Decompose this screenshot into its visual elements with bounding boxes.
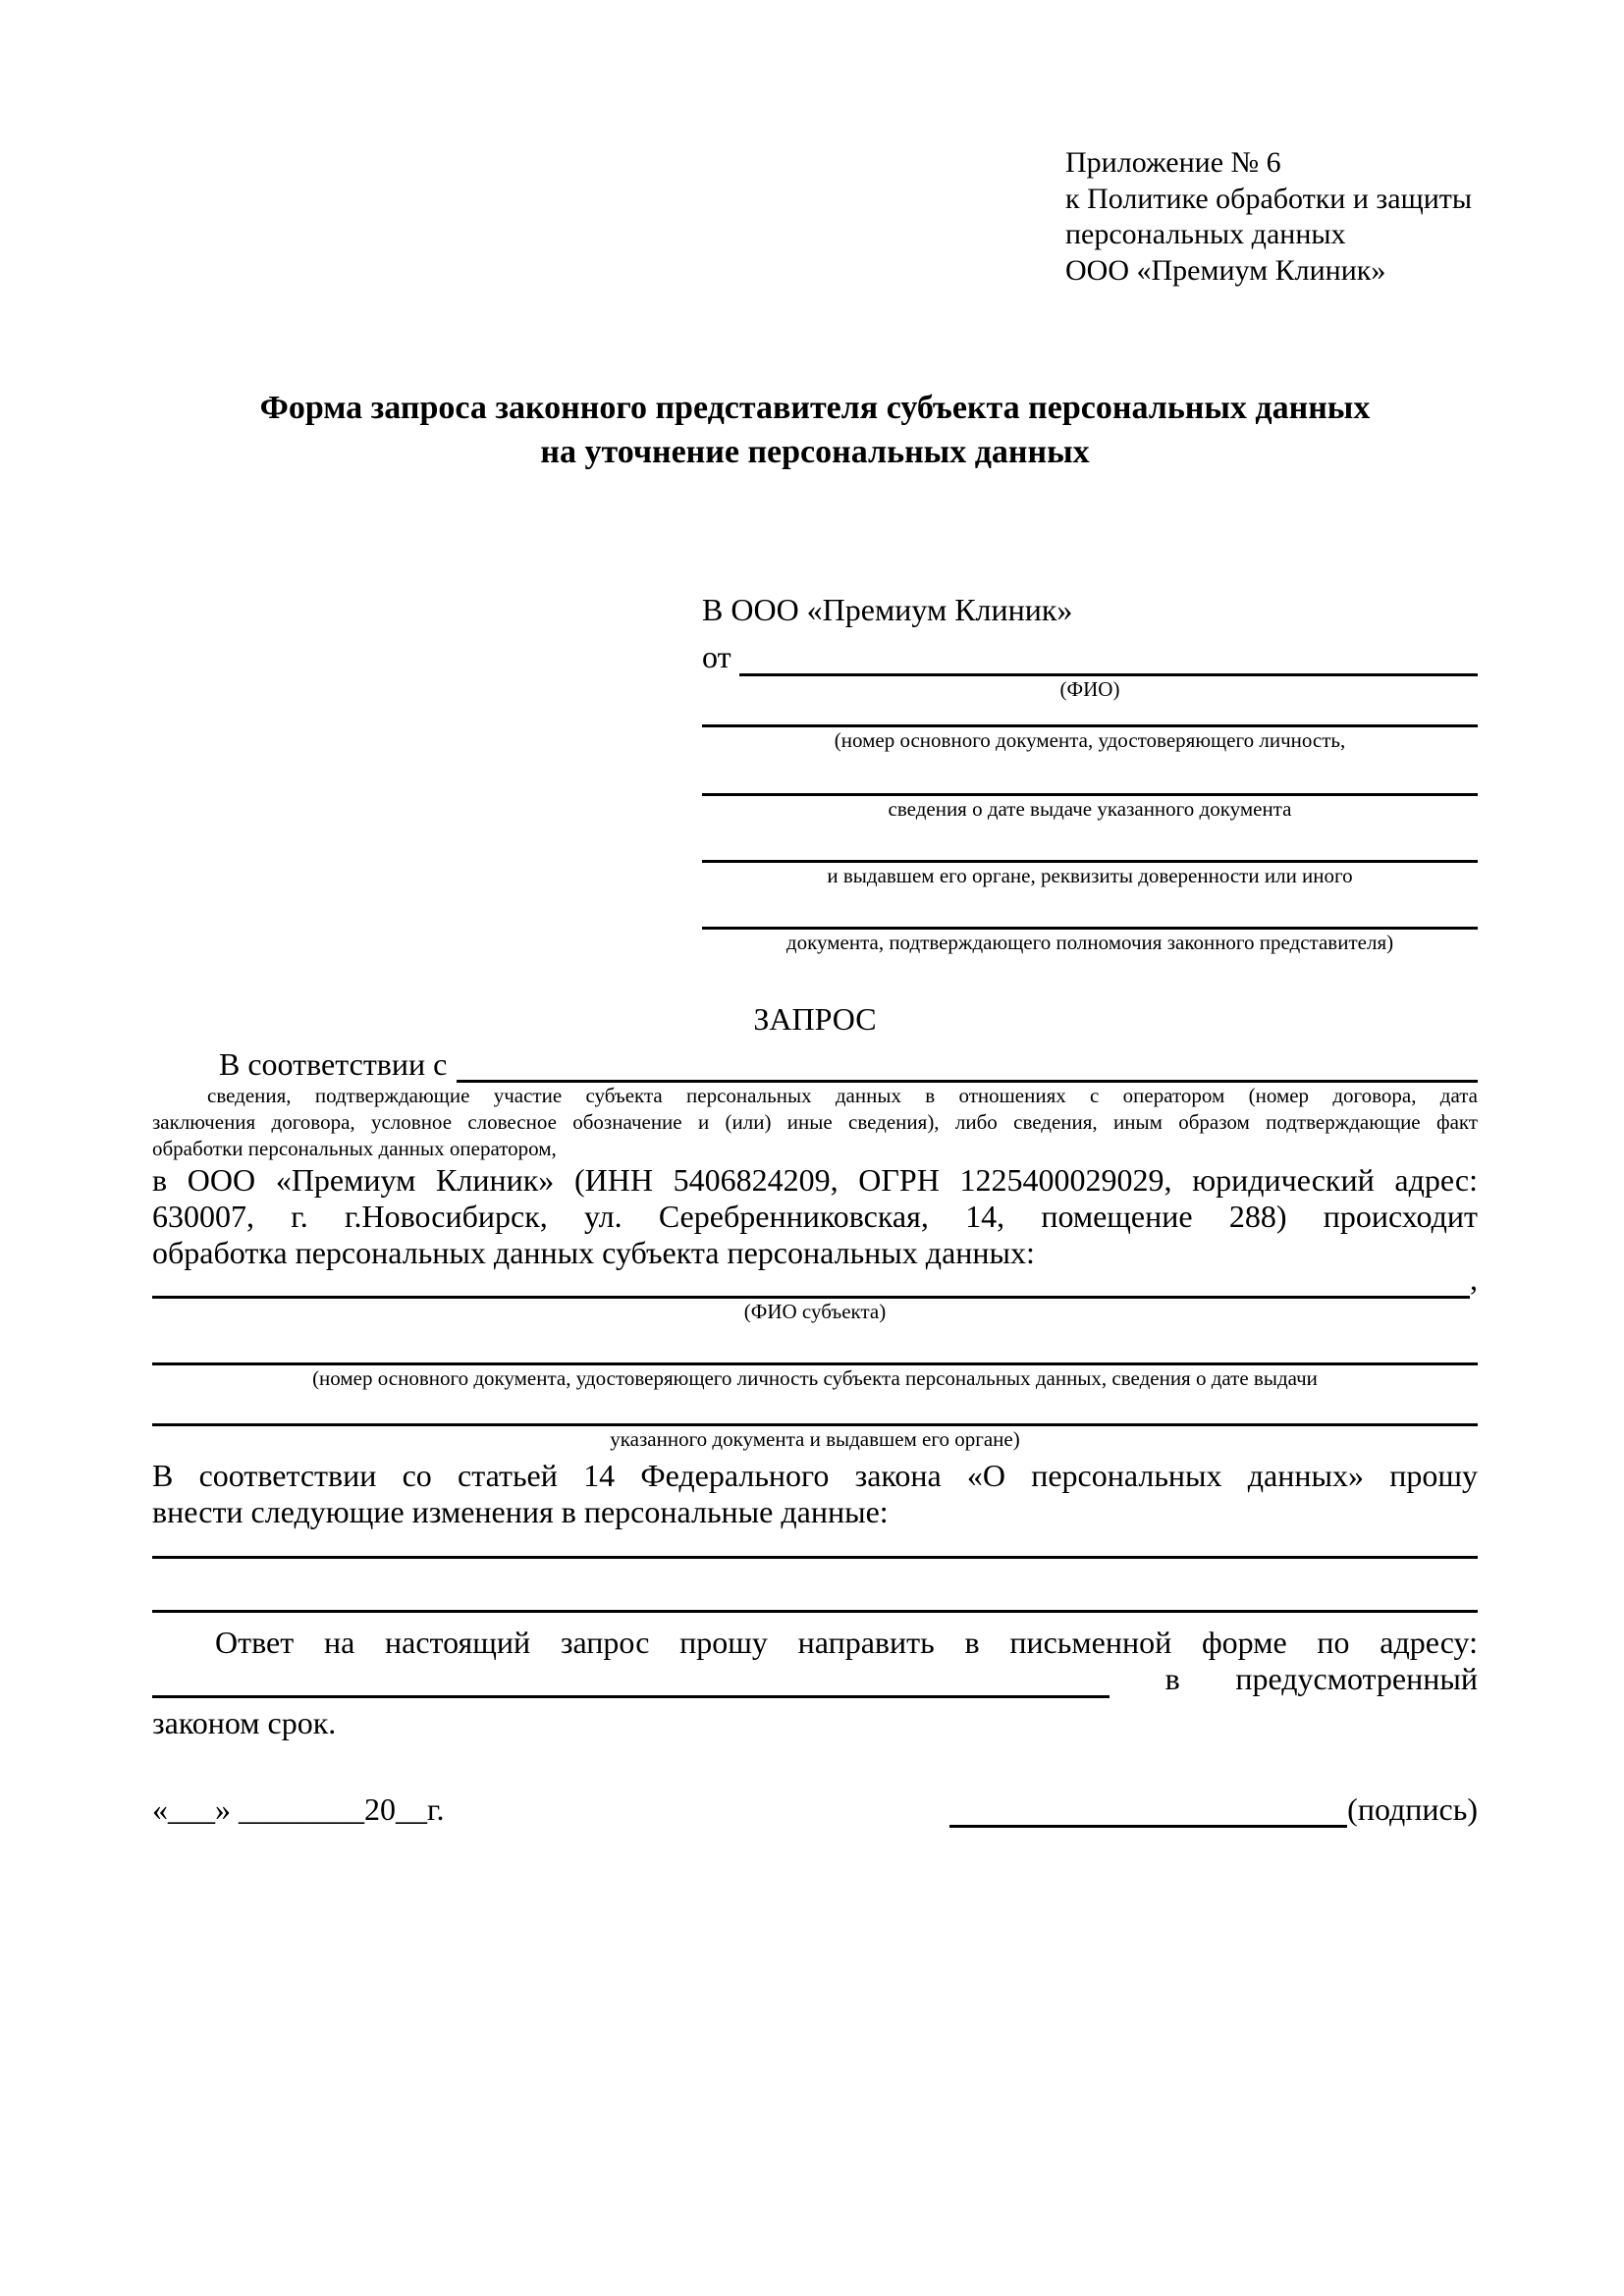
- subject-document-caption: (номер основного документа, удостоверяющего личность субъекта персональных данных, сведения о дате выдачи: [312, 1365, 1318, 1390]
- operator-line: обработка персональных данных субъекта персональных данных:: [152, 1234, 1035, 1270]
- signature-fill-line: [949, 1794, 1347, 1828]
- page-title: [152, 387, 1478, 475]
- accordance-fill-line: [457, 1047, 1478, 1083]
- fio-fill-line: [739, 641, 1478, 676]
- law-paragraph: [152, 1458, 1478, 1530]
- answer-word: в: [1164, 1661, 1180, 1697]
- request-heading: ЗАПРОС: [753, 1000, 877, 1037]
- accordance-row: [152, 1041, 1478, 1083]
- answer-address-row: [152, 1661, 1478, 1698]
- changes-fill-line-2: [152, 1610, 1478, 1613]
- date-fill-text: «___» ________20__г.: [152, 1790, 445, 1827]
- issuing-authority-caption: и выдавшем его органе, реквизиты доверенности или иного: [827, 863, 1353, 887]
- addressee-block: [702, 591, 1478, 955]
- signature-group: [949, 1791, 1478, 1828]
- footnote-line: сведения, подтверждающие участие субъекта персональных данных в отношениях с оператором (номер договора, дата: [207, 1084, 1478, 1108]
- document-number-fill-line: [702, 702, 1478, 727]
- accordance-label: В соответствии с: [219, 1045, 448, 1082]
- addressee-to: В ООО «Премиум Клиник»: [702, 592, 1073, 628]
- subject-document-fill-line-2: [152, 1399, 1478, 1426]
- footnote-line: заключения договора, условное словесное обозначение и (или) иные сведения), либо сведения, иным образом подтверждающие факт: [152, 1109, 1478, 1134]
- answer-word: предусмотренный: [1235, 1661, 1478, 1697]
- date-signature-row: [152, 1787, 1478, 1828]
- from-label: от: [702, 639, 731, 675]
- appendix-reference-block: [1065, 145, 1478, 289]
- subject-document-fill-line: [152, 1336, 1478, 1365]
- issue-date-caption: сведения о дате выдаче указанного документа: [888, 796, 1292, 821]
- appendix-line: персональных данных: [1065, 218, 1346, 251]
- appendix-line: Приложение № 6: [1065, 146, 1281, 179]
- footnote-paragraph: [152, 1083, 1478, 1162]
- operator-line: 630007, г. г.Новосибирск, ул. Серебренниковская, 14, помещение 288) происходит: [152, 1198, 1478, 1234]
- from-row: [702, 637, 1478, 676]
- issuing-authority-fill-line: [702, 822, 1478, 863]
- signature-caption: (подпись): [1347, 1790, 1478, 1827]
- operator-paragraph: [152, 1162, 1478, 1271]
- subject-fio-caption: (ФИО субъекта): [743, 1299, 887, 1323]
- authority-document-caption: документа, подтверждающего полномочия законного представителя): [785, 930, 1394, 954]
- answer-line: Ответ на настоящий запрос прошу направить в письменной форме по адресу:: [215, 1624, 1478, 1660]
- subject-document-caption-2: указанного документа и выдавшем его органе): [610, 1426, 1020, 1451]
- page-title-line: Форма запроса законного представителя субъекта персональных данных: [259, 390, 1371, 427]
- document-number-caption: (номер основного документа, удостоверяющего личность,: [834, 727, 1346, 752]
- page-title-line: на уточнение персональных данных: [540, 434, 1090, 471]
- fio-caption: (ФИО): [1059, 676, 1120, 701]
- law-line: внести следующие изменения в персональные данные:: [152, 1493, 889, 1529]
- answer-address-fill-line: [152, 1667, 1110, 1698]
- operator-line: в ООО «Премиум Клиник» (ИНН 5406824209, ОГРН 1225400029029, юридический адрес:: [152, 1161, 1478, 1198]
- subject-fio-comma: ,: [1470, 1261, 1478, 1298]
- changes-fill-line-1: [152, 1556, 1478, 1559]
- authority-document-fill-line: [702, 888, 1478, 930]
- appendix-line: ООО «Премиум Клиник»: [1065, 253, 1386, 287]
- subject-fio-fill-line: [152, 1275, 1470, 1299]
- footnote-line: обработки персональных данных оператором,: [152, 1136, 557, 1160]
- answer-paragraph: [152, 1625, 1478, 1661]
- answer-tail: законом срок.: [152, 1704, 337, 1740]
- subject-fio-row: [152, 1261, 1478, 1299]
- issue-date-fill-line: [702, 753, 1478, 796]
- law-line: В соответствии со статьей 14 Федерального закона «О персональных данных» прошу: [152, 1457, 1478, 1493]
- appendix-line: к Политике обработки и защиты: [1065, 182, 1473, 215]
